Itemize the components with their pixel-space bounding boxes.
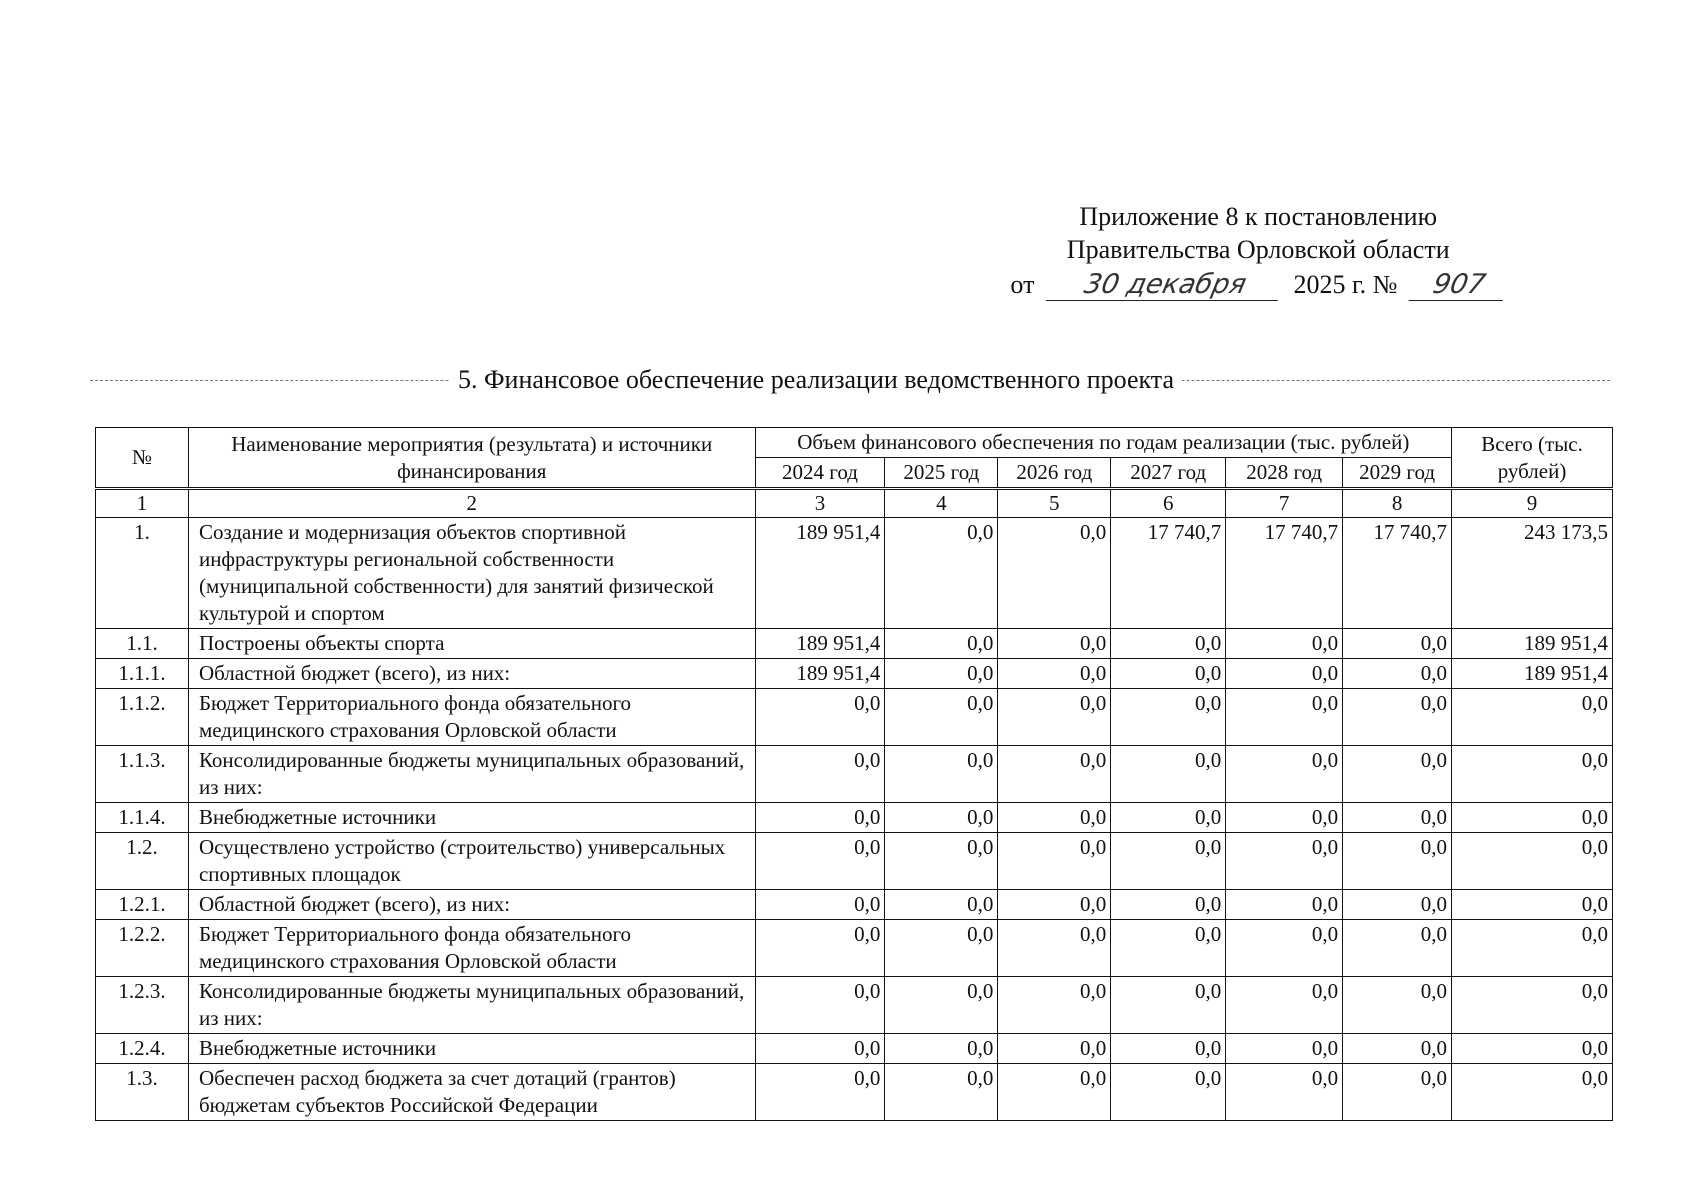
handwritten-number: 907 bbox=[1409, 270, 1510, 301]
table-row bbox=[96, 746, 1613, 803]
row-year-value: 0,0 bbox=[1226, 803, 1343, 833]
column-number: 1 bbox=[96, 489, 189, 518]
row-year-value: 0,0 bbox=[885, 518, 998, 629]
row-year-value: 0,0 bbox=[998, 920, 1111, 977]
table-row bbox=[96, 689, 1613, 746]
row-year-value: 0,0 bbox=[998, 833, 1111, 890]
row-year-value: 189 951,4 bbox=[755, 659, 885, 689]
row-year-value: 0,0 bbox=[755, 890, 885, 920]
row-year-value: 0,0 bbox=[885, 746, 998, 803]
row-total: 0,0 bbox=[1452, 1064, 1613, 1121]
row-year-value: 0,0 bbox=[1226, 890, 1343, 920]
column-number-row bbox=[96, 489, 1613, 518]
row-year-value: 0,0 bbox=[1343, 1064, 1452, 1121]
financing-table bbox=[95, 427, 1613, 1121]
row-total: 0,0 bbox=[1452, 689, 1613, 746]
row-year-value: 0,0 bbox=[755, 689, 885, 746]
appendix-line-2: Правительства Орловской области bbox=[1066, 235, 1450, 264]
row-year-value: 0,0 bbox=[998, 890, 1111, 920]
row-year-value: 0,0 bbox=[998, 629, 1111, 659]
row-year-value: 189 951,4 bbox=[755, 518, 885, 629]
row-year-value: 0,0 bbox=[1226, 1064, 1343, 1121]
row-year-value: 0,0 bbox=[1226, 746, 1343, 803]
row-year-value: 0,0 bbox=[1343, 746, 1452, 803]
row-year-value: 189 951,4 bbox=[755, 629, 885, 659]
table-row bbox=[96, 890, 1613, 920]
row-name: Консолидированные бюджеты муниципальных образований, из них: bbox=[188, 746, 755, 803]
table-row bbox=[96, 977, 1613, 1034]
row-name: Обеспечен расход бюджета за счет дотаций (грантов) бюджетам субъектов Российской Федерации bbox=[188, 1064, 755, 1121]
row-year-value: 0,0 bbox=[885, 920, 998, 977]
row-number: 1.1.3. bbox=[96, 746, 189, 803]
header-num: № bbox=[96, 428, 189, 489]
row-year-value: 0,0 bbox=[1111, 1034, 1226, 1064]
row-year-value: 0,0 bbox=[998, 689, 1111, 746]
row-year-value: 0,0 bbox=[998, 803, 1111, 833]
row-year-value: 0,0 bbox=[755, 1034, 885, 1064]
row-year-value: 0,0 bbox=[885, 1034, 998, 1064]
row-total: 189 951,4 bbox=[1452, 629, 1613, 659]
row-year-value: 0,0 bbox=[755, 746, 885, 803]
row-total: 0,0 bbox=[1452, 890, 1613, 920]
row-year-value: 0,0 bbox=[1226, 629, 1343, 659]
row-year-value: 0,0 bbox=[998, 518, 1111, 629]
column-number: 7 bbox=[1226, 489, 1343, 518]
header-total: Всего (тыс. рублей) bbox=[1452, 428, 1613, 489]
row-year-value: 0,0 bbox=[1111, 803, 1226, 833]
header-year: 2029 год bbox=[1343, 458, 1452, 489]
header-volume: Объем финансового обеспечения по годам реализации (тыс. рублей) bbox=[755, 428, 1452, 458]
row-year-value: 0,0 bbox=[1226, 833, 1343, 890]
row-total: 0,0 bbox=[1452, 977, 1613, 1034]
row-year-value: 0,0 bbox=[1343, 890, 1452, 920]
row-year-value: 0,0 bbox=[885, 833, 998, 890]
row-number: 1.2.3. bbox=[96, 977, 189, 1034]
table-row bbox=[96, 629, 1613, 659]
row-year-value: 0,0 bbox=[885, 629, 998, 659]
header-year: 2025 год bbox=[885, 458, 998, 489]
row-name: Построены объекты спорта bbox=[188, 629, 755, 659]
column-number: 4 bbox=[885, 489, 998, 518]
column-number: 8 bbox=[1343, 489, 1452, 518]
row-year-value: 17 740,7 bbox=[1226, 518, 1343, 629]
row-year-value: 0,0 bbox=[1111, 920, 1226, 977]
row-year-value: 0,0 bbox=[1111, 629, 1226, 659]
section-title: 5. Финансовое обеспечение реализации ведомственного проекта bbox=[450, 362, 1182, 398]
row-year-value: 0,0 bbox=[1226, 659, 1343, 689]
row-number: 1.1.2. bbox=[96, 689, 189, 746]
row-year-value: 0,0 bbox=[755, 977, 885, 1034]
row-total: 0,0 bbox=[1452, 920, 1613, 977]
column-number: 2 bbox=[188, 489, 755, 518]
table-row bbox=[96, 833, 1613, 890]
table-row bbox=[96, 803, 1613, 833]
date-prefix: от bbox=[1010, 270, 1035, 299]
row-year-value: 0,0 bbox=[1343, 1034, 1452, 1064]
row-total: 243 173,5 bbox=[1452, 518, 1613, 629]
column-number: 3 bbox=[755, 489, 885, 518]
row-number: 1.1.4. bbox=[96, 803, 189, 833]
header-year: 2026 год bbox=[998, 458, 1111, 489]
table-row bbox=[96, 920, 1613, 977]
row-year-value: 0,0 bbox=[1343, 689, 1452, 746]
row-total: 189 951,4 bbox=[1452, 659, 1613, 689]
row-name: Бюджет Территориального фонда обязательного медицинского страхования Орловской области bbox=[188, 920, 755, 977]
table-row bbox=[96, 1064, 1613, 1121]
resolution-date-line bbox=[1010, 268, 1506, 301]
row-year-value: 0,0 bbox=[885, 890, 998, 920]
row-number: 1.2.4. bbox=[96, 1034, 189, 1064]
column-number: 6 bbox=[1111, 489, 1226, 518]
row-year-value: 0,0 bbox=[885, 659, 998, 689]
appendix-line-1: Приложение 8 к постановлению bbox=[1079, 202, 1438, 231]
header-year: 2027 год bbox=[1111, 458, 1226, 489]
row-name: Областной бюджет (всего), из них: bbox=[188, 890, 755, 920]
appendix-header bbox=[1010, 200, 1506, 301]
row-year-value: 0,0 bbox=[1226, 689, 1343, 746]
row-year-value: 0,0 bbox=[998, 1034, 1111, 1064]
header-year: 2024 год bbox=[755, 458, 885, 489]
row-total: 0,0 bbox=[1452, 746, 1613, 803]
row-year-value: 0,0 bbox=[998, 1064, 1111, 1121]
row-year-value: 0,0 bbox=[755, 920, 885, 977]
row-year-value: 0,0 bbox=[755, 1064, 885, 1121]
header-name: Наименование мероприятия (результата) и источники финансирования bbox=[188, 428, 755, 489]
row-name: Областной бюджет (всего), из них: bbox=[188, 659, 755, 689]
column-number: 5 bbox=[998, 489, 1111, 518]
row-year-value: 0,0 bbox=[755, 833, 885, 890]
row-year-value: 0,0 bbox=[1226, 977, 1343, 1034]
table-row bbox=[96, 659, 1613, 689]
row-total: 0,0 bbox=[1452, 1034, 1613, 1064]
row-name: Консолидированные бюджеты муниципальных образований, из них: bbox=[188, 977, 755, 1034]
row-year-value: 0,0 bbox=[1343, 659, 1452, 689]
row-year-value: 0,0 bbox=[1343, 833, 1452, 890]
row-year-value: 0,0 bbox=[1343, 920, 1452, 977]
table-row bbox=[96, 1034, 1613, 1064]
row-year-value: 0,0 bbox=[1226, 920, 1343, 977]
row-name: Внебюджетные источники bbox=[188, 1034, 755, 1064]
row-year-value: 0,0 bbox=[755, 803, 885, 833]
column-number: 9 bbox=[1452, 489, 1613, 518]
table-row bbox=[96, 518, 1613, 629]
row-year-value: 0,0 bbox=[1343, 629, 1452, 659]
row-year-value: 0,0 bbox=[1343, 803, 1452, 833]
row-year-value: 0,0 bbox=[1111, 746, 1226, 803]
row-number: 1.2.1. bbox=[96, 890, 189, 920]
row-number: 1. bbox=[96, 518, 189, 629]
row-number: 1.1. bbox=[96, 629, 189, 659]
row-number: 1.1.1. bbox=[96, 659, 189, 689]
row-year-value: 0,0 bbox=[1343, 977, 1452, 1034]
row-name: Создание и модернизация объектов спортивной инфраструктуры региональной собственности (муниципальной собственности) для занятий физической культурой и спортом bbox=[188, 518, 755, 629]
row-number: 1.2. bbox=[96, 833, 189, 890]
header-year: 2028 год bbox=[1226, 458, 1343, 489]
row-name: Осуществлено устройство (строительство) универсальных спортивных площадок bbox=[188, 833, 755, 890]
year-number-label: 2025 г. № bbox=[1293, 270, 1398, 299]
row-total: 0,0 bbox=[1452, 833, 1613, 890]
row-year-value: 0,0 bbox=[998, 746, 1111, 803]
row-number: 1.2.2. bbox=[96, 920, 189, 977]
row-year-value: 17 740,7 bbox=[1343, 518, 1452, 629]
row-year-value: 0,0 bbox=[1111, 977, 1226, 1034]
section-title-block bbox=[90, 362, 1610, 398]
row-year-value: 0,0 bbox=[1111, 1064, 1226, 1121]
row-year-value: 17 740,7 bbox=[1111, 518, 1226, 629]
row-year-value: 0,0 bbox=[1111, 833, 1226, 890]
handwritten-date: 30 декабря bbox=[1046, 270, 1285, 301]
row-number: 1.3. bbox=[96, 1064, 189, 1121]
row-year-value: 0,0 bbox=[998, 659, 1111, 689]
row-name: Бюджет Территориального фонда обязательного медицинского страхования Орловской области bbox=[188, 689, 755, 746]
row-year-value: 0,0 bbox=[885, 803, 998, 833]
row-name: Внебюджетные источники bbox=[188, 803, 755, 833]
row-year-value: 0,0 bbox=[885, 977, 998, 1034]
row-year-value: 0,0 bbox=[885, 689, 998, 746]
row-year-value: 0,0 bbox=[998, 977, 1111, 1034]
row-year-value: 0,0 bbox=[1111, 659, 1226, 689]
row-year-value: 0,0 bbox=[885, 1064, 998, 1121]
row-year-value: 0,0 bbox=[1111, 890, 1226, 920]
row-year-value: 0,0 bbox=[1226, 1034, 1343, 1064]
row-total: 0,0 bbox=[1452, 803, 1613, 833]
table-header-row bbox=[96, 428, 1613, 458]
row-year-value: 0,0 bbox=[1111, 689, 1226, 746]
